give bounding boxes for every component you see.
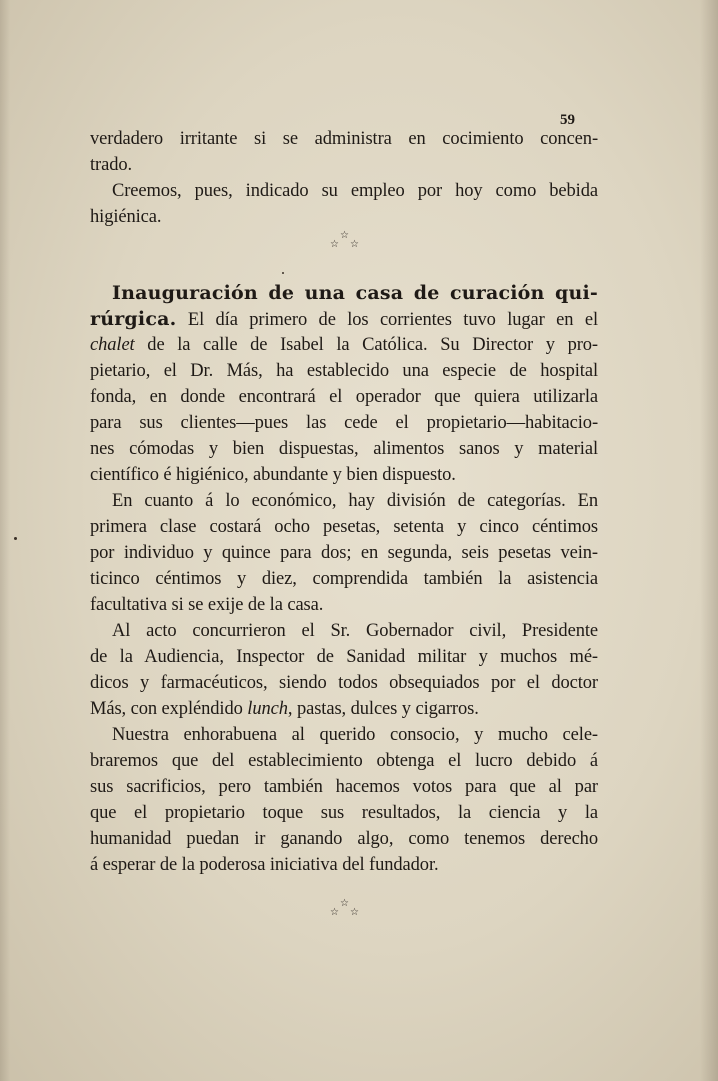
article-title-end: rúrgica. <box>90 308 177 330</box>
star-icon: ☆ <box>340 898 349 909</box>
text-line <box>90 306 598 332</box>
text-line: Nuestra enhorabuena al querido consocio, y mucho cele- <box>112 725 598 745</box>
text-line: que el propietario toque sus resultados, la ciencia y la <box>90 803 598 823</box>
text-line: fonda, en donde encontrará el operador que quiera utilizarla <box>90 387 598 407</box>
text-line: sus sacrificios, pero también hacemos votos para que al par <box>90 777 598 797</box>
text-line: para sus clientes—pues las cede el propietario—habitacio- <box>90 413 598 433</box>
text-line: de la Audiencia, Inspector de Sanidad militar y muchos mé- <box>90 647 598 667</box>
star-icon: ☆ <box>330 907 339 918</box>
paper-speck <box>14 537 17 540</box>
text-segment: , pastas, dulces y cigarros. <box>287 699 479 719</box>
text-line: Al acto concurrieron el Sr. Gobernador civil, Presidente <box>112 621 598 641</box>
text-line: dicos y farmacéuticos, siendo todos obsequiados por el doctor <box>90 673 598 693</box>
ornament-asterism <box>328 898 368 926</box>
article-title-line <box>90 280 598 306</box>
text-line: por individuo y quince para dos; en segunda, seis pesetas vein- <box>90 543 598 563</box>
text-line: á esperar de la poderosa iniciativa del fundador. <box>90 855 439 875</box>
text-line <box>90 696 598 722</box>
text-line: higiénica. <box>90 207 162 227</box>
text-line: facultativa si se exije de la casa. <box>90 595 324 615</box>
italic-word: lunch <box>247 699 288 719</box>
page-shadow-right <box>700 0 718 1081</box>
star-icon: ☆ <box>350 239 359 250</box>
text-line: científico é higiénico, abundante y bien dispuesto. <box>90 465 456 485</box>
article-title: Inauguración de una casa de curación qui- <box>112 282 598 304</box>
text-line: ticinco céntimos y diez, comprendida también la asistencia <box>90 569 598 589</box>
text-line: primera clase costará ocho pesetas, setenta y cinco céntimos <box>90 517 598 537</box>
ornament-asterism <box>328 230 368 258</box>
page-number: 59 <box>560 112 575 128</box>
text-block-upper <box>90 126 598 230</box>
text-line: braremos que del establecimiento obtenga el lucro debido á <box>90 751 598 771</box>
text-segment: Más, con expléndido <box>90 699 248 719</box>
text-line: trado. <box>90 155 133 175</box>
star-icon: ☆ <box>340 230 349 241</box>
text-line: pietario, el Dr. Más, ha establecido una especie de hospital <box>90 361 598 381</box>
text-line: En cuanto á lo económico, hay división de categorías. En <box>112 491 598 511</box>
text-segment: de la calle de Isabel la Católica. Su Director y pro- <box>134 335 598 355</box>
italic-word: chalet <box>90 335 135 355</box>
text-block-article <box>90 280 598 878</box>
text-line: nes cómodas y bien dispuestas, alimentos sanos y material <box>90 439 598 459</box>
text-segment: El día primero de los corrientes tuvo lugar en el <box>176 310 598 330</box>
page-shadow-left <box>0 0 10 1081</box>
text-line: humanidad puedan ir ganando algo, como tenemos derecho <box>90 829 598 849</box>
star-icon: ☆ <box>330 239 339 250</box>
text-line: Creemos, pues, indicado su empleo por hoy como bebida <box>112 181 598 201</box>
text-line: verdadero irritante si se administra en cocimiento concen- <box>90 129 598 149</box>
star-icon: ☆ <box>350 907 359 918</box>
paper-speck <box>282 272 284 274</box>
text-line <box>90 332 598 358</box>
